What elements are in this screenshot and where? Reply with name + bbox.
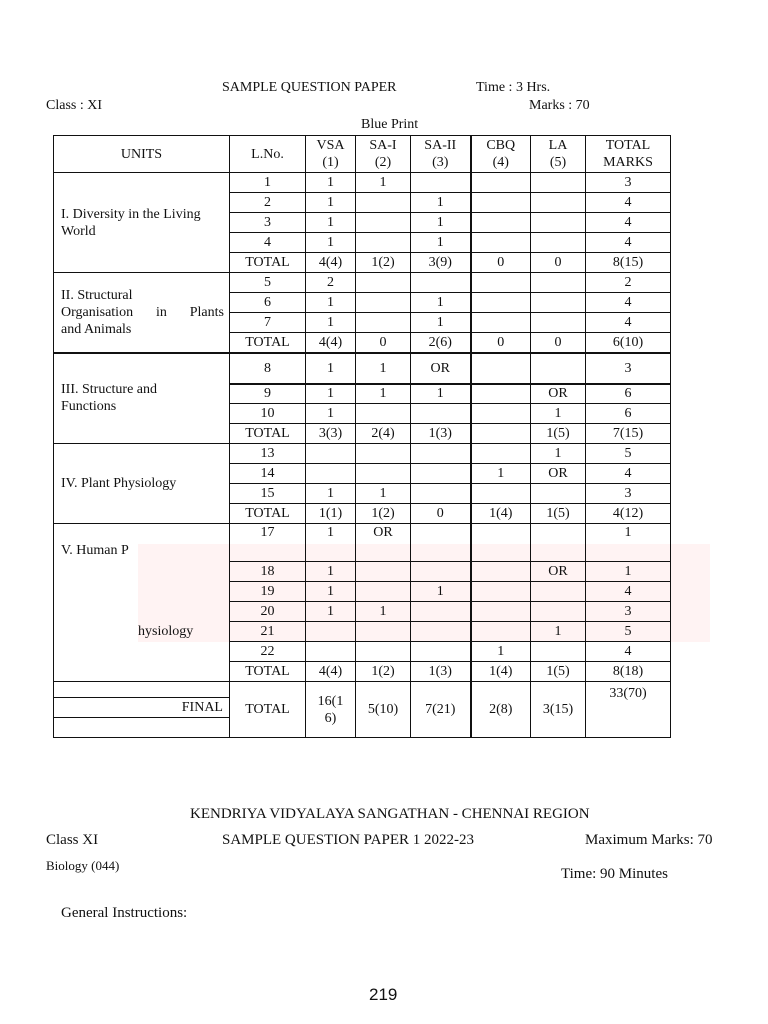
table-cell [356, 293, 411, 313]
table-cell: OR [531, 562, 586, 582]
table-cell [471, 424, 531, 444]
table-cell: 6 [586, 384, 671, 404]
table-cell [531, 193, 586, 213]
table-cell: 1(2) [356, 662, 411, 682]
table-cell: 0 [471, 333, 531, 353]
final-sa2: 7(21) [411, 682, 471, 738]
table-cell: 3(9) [411, 253, 471, 273]
spacer-row [54, 682, 671, 698]
table-cell [306, 464, 356, 484]
table-cell: 5 [586, 444, 671, 464]
cell-text: II. Structural [61, 287, 133, 303]
table-cell: 1(2) [356, 504, 411, 524]
cell-text: (1) [322, 155, 339, 170]
table-cell: 1 [306, 293, 356, 313]
table-cell [531, 524, 586, 562]
table-cell: TOTAL [230, 504, 306, 524]
org-heading: KENDRIYA VIDYALAYA SANGATHAN - CHENNAI REGION [190, 806, 590, 822]
table-cell: 1 [411, 193, 471, 213]
table-cell: 21 [230, 622, 306, 642]
table-cell [356, 273, 411, 293]
table-cell: 4 [586, 293, 671, 313]
table-cell: OR [531, 464, 586, 484]
cell-text: I. Diversity in the Living [61, 206, 201, 222]
table-cell [471, 233, 531, 253]
cell-text: III. Structure and [61, 382, 158, 398]
table-cell: 3 [586, 353, 671, 384]
table-cell: 4 [230, 233, 306, 253]
cell-text: Functions [61, 399, 117, 415]
table-cell [471, 524, 531, 562]
table-cell: 0 [531, 253, 586, 273]
table-cell: 4 [586, 213, 671, 233]
col-vsa [306, 136, 356, 173]
table-cell: 1(4) [471, 662, 531, 682]
final-la: 3(15) [531, 682, 586, 738]
table-cell: 5 [230, 273, 306, 293]
cell-text: in [155, 304, 167, 320]
col-lno: L.No. [230, 136, 306, 173]
table-cell [306, 642, 356, 662]
table-cell: 1(3) [411, 662, 471, 682]
table-cell: 1 [306, 313, 356, 333]
cell-text: Plants [189, 304, 224, 320]
table-cell: 18 [230, 562, 306, 582]
table-cell: 4(4) [306, 253, 356, 273]
table-cell: 1 [356, 484, 411, 504]
table-cell: 0 [471, 253, 531, 273]
table-cell: 1 [356, 384, 411, 404]
table-cell: 14 [230, 464, 306, 484]
table-cell: 1 [411, 582, 471, 602]
table-cell: 1 [586, 524, 671, 562]
unit-5-label [54, 524, 230, 682]
table-cell: 15 [230, 484, 306, 504]
table-cell: 4 [586, 233, 671, 253]
table-cell: 0 [411, 504, 471, 524]
table-cell: 7(15) [586, 424, 671, 444]
table-cell: 1 [306, 404, 356, 424]
table-cell [411, 273, 471, 293]
table-cell [411, 484, 471, 504]
table-cell [471, 384, 531, 404]
cell-text: (4) [492, 155, 509, 170]
cell-text: Organisation [61, 304, 134, 320]
unit-3-label [54, 353, 230, 444]
table-cell [356, 444, 411, 464]
table-cell [471, 173, 531, 193]
table-cell [531, 582, 586, 602]
table-cell: 4(4) [306, 662, 356, 682]
table-cell: 0 [531, 333, 586, 353]
table-cell [411, 562, 471, 582]
footer-paper: SAMPLE QUESTION PAPER 1 2022-23 [222, 832, 474, 848]
general-instructions: General Instructions: [61, 905, 188, 921]
class-label: Class : XI [46, 98, 102, 113]
table-cell: 22 [230, 642, 306, 662]
table-cell: 3 [230, 213, 306, 233]
table-cell: 1(4) [471, 504, 531, 524]
table-cell: 2(6) [411, 333, 471, 353]
table-cell: 3(3) [306, 424, 356, 444]
table-cell [531, 213, 586, 233]
table-cell: 1 [471, 464, 531, 484]
table-cell: TOTAL [230, 333, 306, 353]
table-cell: 4(4) [306, 333, 356, 353]
table-cell: 4 [586, 313, 671, 333]
table-cell: 1 [306, 193, 356, 213]
table-cell: 13 [230, 444, 306, 464]
table-cell: 17 [230, 524, 306, 562]
cell-text: 16(1 [317, 693, 344, 709]
table-cell: 1 [306, 233, 356, 253]
table-cell [471, 193, 531, 213]
table-cell [531, 233, 586, 253]
table-cell: 1(5) [531, 424, 586, 444]
time-label: Time : 3 Hrs. [476, 80, 551, 95]
table-cell: 2 [586, 273, 671, 293]
table-row [54, 524, 671, 562]
table-cell: 1(2) [356, 253, 411, 273]
cell-text: MARKS [603, 155, 653, 170]
cell-text: (2) [374, 155, 392, 170]
table-cell: 1 [230, 173, 306, 193]
footer-time: Time: 90 Minutes [561, 866, 668, 882]
table-cell: 1 [356, 173, 411, 193]
table-cell: 2(4) [356, 424, 411, 444]
header-row [54, 136, 671, 173]
table-cell: 8(15) [586, 253, 671, 273]
table-cell [54, 682, 230, 698]
cell-text: SA-I [369, 138, 397, 153]
table-cell [356, 464, 411, 484]
cell-text: LA [548, 138, 568, 153]
table-cell [531, 602, 586, 622]
table-row [54, 353, 671, 384]
table-cell: 3 [586, 484, 671, 504]
table-cell [471, 562, 531, 582]
table-cell: 1 [306, 602, 356, 622]
table-cell [471, 353, 531, 384]
table-cell [411, 524, 471, 562]
table-cell [531, 484, 586, 504]
table-cell [471, 273, 531, 293]
footer-subject: Biology (044) [46, 858, 120, 873]
table-cell [356, 313, 411, 333]
footer-class: Class XI [46, 832, 99, 848]
blueprint-table [53, 135, 671, 738]
table-cell: 4(12) [586, 504, 671, 524]
table-cell [54, 718, 230, 738]
table-cell: 1 [411, 384, 471, 404]
table-cell: 1 [306, 562, 356, 582]
table-cell: 1(5) [531, 662, 586, 682]
marks-label: Marks : 70 [529, 98, 590, 113]
table-cell: 1 [411, 233, 471, 253]
table-cell: 0 [356, 333, 411, 353]
cell-text: 6) [324, 710, 337, 726]
cell-text: (3) [432, 155, 449, 170]
table-cell [471, 313, 531, 333]
table-row [54, 444, 671, 464]
table-cell: 1 [531, 404, 586, 424]
table-cell: 6(10) [586, 333, 671, 353]
table-cell: 1 [531, 444, 586, 464]
table-cell [471, 582, 531, 602]
table-cell: OR [531, 384, 586, 404]
table-cell [471, 444, 531, 464]
final-label: FINAL [54, 698, 230, 718]
table-cell [531, 353, 586, 384]
table-cell: 1 [306, 213, 356, 233]
table-cell: 6 [586, 404, 671, 424]
table-cell [356, 233, 411, 253]
table-cell [411, 173, 471, 193]
final-cbq: 2(8) [471, 682, 531, 738]
table-cell: 4 [586, 642, 671, 662]
table-row [54, 273, 671, 293]
table-cell: 1 [531, 622, 586, 642]
col-total [586, 136, 671, 173]
table-cell [471, 404, 531, 424]
table-cell: 5 [586, 622, 671, 642]
table-cell [471, 293, 531, 313]
table-cell [531, 273, 586, 293]
table-cell [531, 642, 586, 662]
unit-4-label: IV. Plant Physiology [54, 444, 230, 524]
cell-text: VSA [316, 138, 345, 153]
table-cell [411, 404, 471, 424]
table-cell [471, 484, 531, 504]
table-cell [411, 602, 471, 622]
blueprint-heading: Blue Print [361, 117, 419, 132]
table-cell: 1 [306, 353, 356, 384]
table-cell [356, 404, 411, 424]
cell-text: CBQ [486, 138, 516, 153]
table-cell: 4 [586, 582, 671, 602]
table-cell: 8(18) [586, 662, 671, 682]
table-cell [531, 173, 586, 193]
table-cell [471, 213, 531, 233]
table-cell [306, 444, 356, 464]
cell-text: World [61, 223, 96, 239]
table-cell: 1 [356, 353, 411, 384]
cell-text: and Animals [61, 321, 132, 337]
table-cell: 1 [356, 602, 411, 622]
unit-2-label [54, 273, 230, 353]
table-cell: TOTAL [230, 253, 306, 273]
table-cell: 19 [230, 582, 306, 602]
table-cell: 10 [230, 404, 306, 424]
table-cell: 1(3) [411, 424, 471, 444]
table-cell: 1 [306, 524, 356, 562]
final-total-label: TOTAL [230, 682, 306, 738]
table-cell: 2 [306, 273, 356, 293]
table-cell: TOTAL [230, 424, 306, 444]
table-cell [411, 444, 471, 464]
table-cell: 2 [230, 193, 306, 213]
table-cell: 1 [306, 173, 356, 193]
table-cell: OR [356, 524, 411, 562]
table-cell [356, 622, 411, 642]
table-cell: OR [411, 353, 471, 384]
table-cell [356, 213, 411, 233]
table-cell: 1 [411, 213, 471, 233]
table-cell [411, 622, 471, 642]
table-cell [531, 293, 586, 313]
table-cell [411, 464, 471, 484]
table-cell [531, 313, 586, 333]
table-cell: 7 [230, 313, 306, 333]
table-cell [306, 622, 356, 642]
table-row [54, 173, 671, 193]
table-cell: 1 [586, 562, 671, 582]
table-cell [356, 193, 411, 213]
table-cell: 3 [586, 602, 671, 622]
table-cell [471, 602, 531, 622]
table-cell: 1(1) [306, 504, 356, 524]
table-cell: 6 [230, 293, 306, 313]
table-cell: 3 [586, 173, 671, 193]
table-cell [471, 622, 531, 642]
col-cbq [471, 136, 531, 173]
table-cell [356, 582, 411, 602]
table-cell: 1 [306, 484, 356, 504]
table-cell: 1 [411, 313, 471, 333]
cell-text: V. Human P [61, 543, 129, 558]
table-cell: 4 [586, 464, 671, 484]
col-units: UNITS [54, 136, 230, 173]
cell-text: TOTAL [605, 138, 651, 153]
table-cell: 20 [230, 602, 306, 622]
table-cell [356, 642, 411, 662]
page-number: 219 [369, 985, 398, 1004]
table-cell: 8 [230, 353, 306, 384]
final-sa1: 5(10) [356, 682, 411, 738]
col-sa2 [411, 136, 471, 173]
final-vsa [306, 682, 356, 738]
table-cell: 9 [230, 384, 306, 404]
col-la [531, 136, 586, 173]
table-cell: 1 [411, 293, 471, 313]
table-cell: 1(5) [531, 504, 586, 524]
cell-text: SA-II [424, 138, 457, 153]
final-marks: 33(70) [586, 682, 671, 738]
table-cell: 1 [471, 642, 531, 662]
table-cell: 1 [306, 384, 356, 404]
unit-1-label [54, 173, 230, 273]
table-cell: TOTAL [230, 662, 306, 682]
paper-title: SAMPLE QUESTION PAPER [222, 80, 397, 95]
table-cell [411, 642, 471, 662]
col-sa1 [356, 136, 411, 173]
table-cell: 4 [586, 193, 671, 213]
cell-text: (5) [549, 155, 567, 170]
table-cell: 1 [306, 582, 356, 602]
cell-text: hysiology [138, 624, 194, 639]
footer-max-marks: Maximum Marks: 70 [585, 832, 713, 848]
table-cell [356, 562, 411, 582]
